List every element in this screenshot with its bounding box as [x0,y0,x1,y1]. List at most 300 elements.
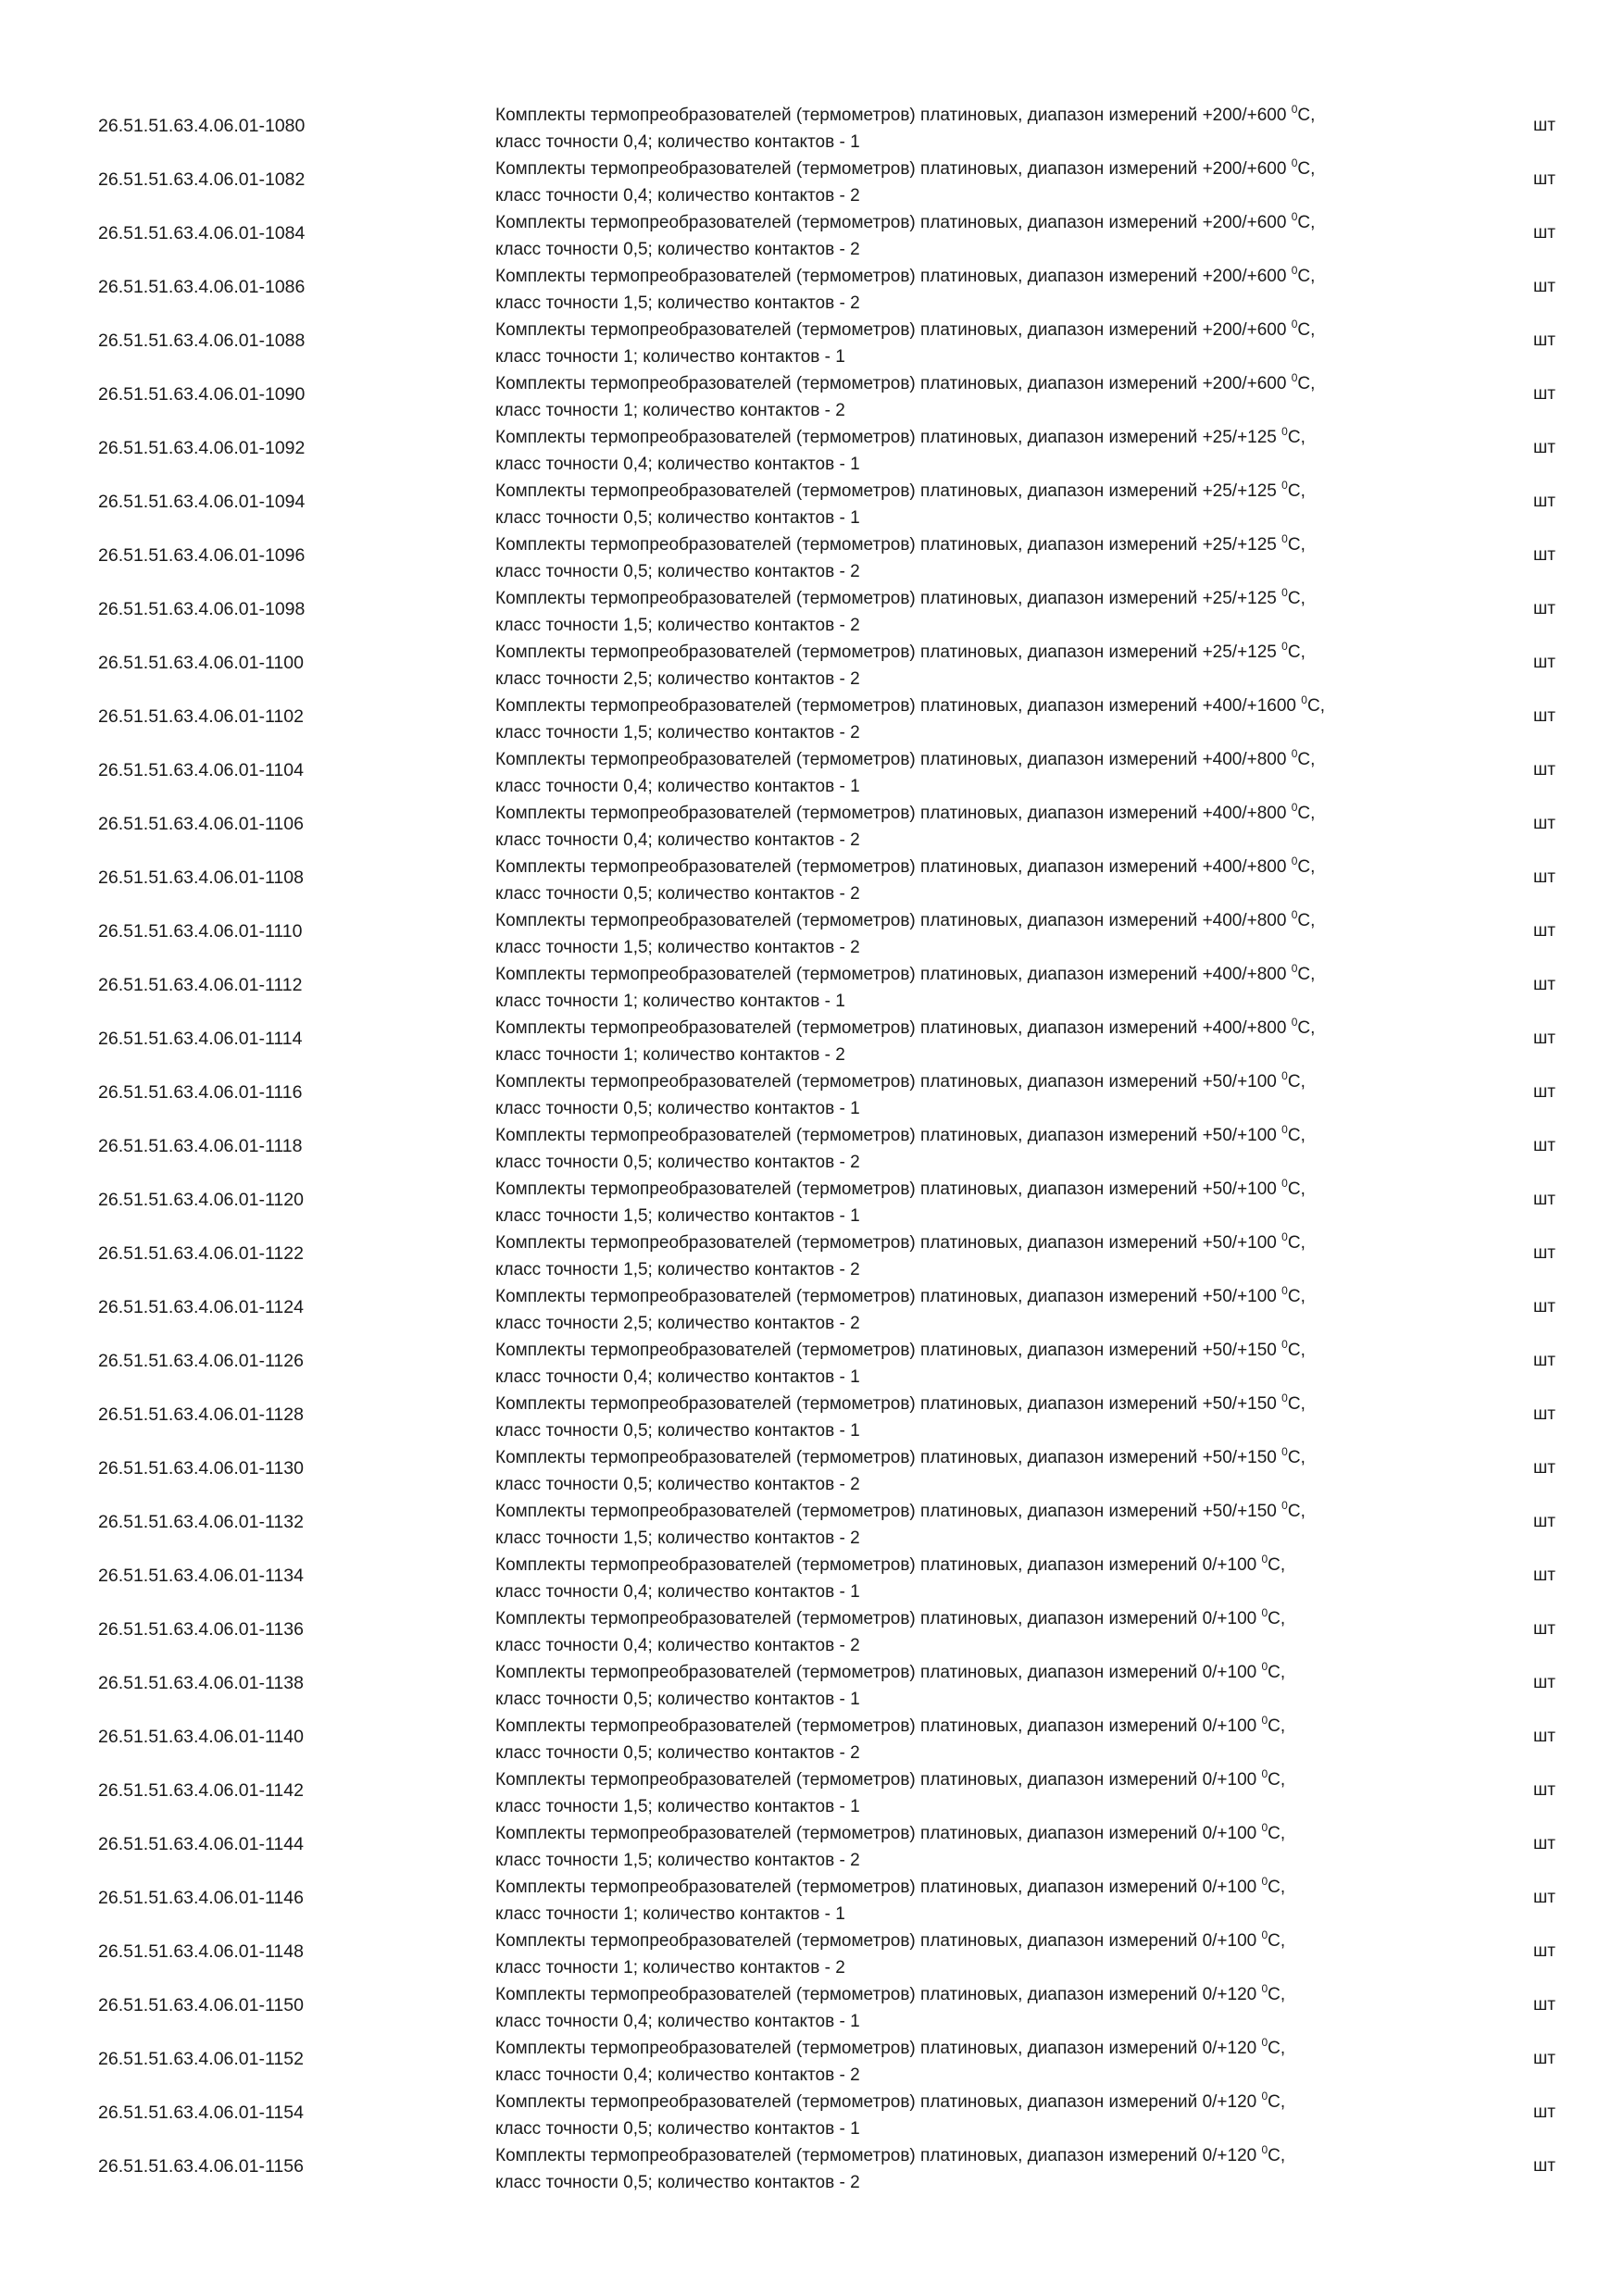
item-unit: шт [1533,331,1555,350]
table-row [0,1928,1624,1981]
table-row [0,263,1624,317]
table-row [0,370,1624,424]
description-text: Комплекты термопреобразователей (термометров) платиновых, диапазон измерений +400/+800 [495,750,1292,769]
description-line-1 [495,478,1514,505]
price-table [0,102,1624,2196]
table-row [0,1337,1624,1391]
item-code: 26.51.51.63.4.06.01-1096 [98,545,306,566]
degree-unit: С, [1268,2092,1286,2112]
table-row [0,1659,1624,1713]
item-code: 26.51.51.63.4.06.01-1102 [98,706,304,727]
degree-mark: 0 [1291,264,1298,277]
description-line-2: класс точности 0,5; количество контактов - 2 [495,1743,860,1763]
description-line-2: класс точности 0,4; количество контактов - 1 [495,1367,860,1387]
degree-mark: 0 [1261,2090,1268,2103]
description-text: Комплекты термопреобразователей (термометров) платиновых, диапазон измерений 0/+100 [495,1931,1262,1951]
item-description [495,1874,1514,1928]
description-line-2: класс точности 0,4; количество контактов - 2 [495,1636,860,1655]
item-description [495,1444,1514,1498]
item-unit: шт [1533,1458,1555,1478]
table-row [0,1229,1624,1283]
description-line-2: класс точности 1; количество контактов - 1 [495,1904,845,1924]
degree-mark: 0 [1281,1445,1288,1458]
description-text: Комплекты термопреобразователей (термометров) платиновых, диапазон измерений +400/+800 [495,804,1292,823]
item-unit: шт [1533,1082,1555,1102]
description-line-2: класс точности 1,5; количество контактов - 1 [495,1206,860,1226]
item-description [495,370,1514,424]
item-unit: шт [1533,1351,1555,1370]
item-code: 26.51.51.63.4.06.01-1112 [98,975,303,995]
item-description [495,1659,1514,1713]
degree-mark: 0 [1291,371,1298,384]
degree-unit: С, [1268,1931,1286,1951]
description-text: Комплекты термопреобразователей (термометров) платиновых, диапазон измерений +25/+125 [495,481,1282,501]
description-line-2: класс точности 2,5; количество контактов - 2 [495,669,860,689]
item-unit: шт [1533,1029,1555,1048]
degree-unit: С, [1297,374,1316,393]
item-code: 26.51.51.63.4.06.01-1100 [98,653,304,673]
degree-mark: 0 [1261,1553,1268,1566]
item-unit: шт [1533,1888,1555,1907]
degree-mark: 0 [1291,103,1298,116]
description-line-2: класс точности 1; количество контактов - 2 [495,1045,845,1065]
table-row [0,854,1624,907]
description-line-1 [495,1659,1514,1686]
degree-mark: 0 [1281,425,1288,438]
item-description [495,693,1514,746]
item-description [495,1605,1514,1659]
description-line-1 [495,585,1514,612]
degree-mark: 0 [1291,210,1298,223]
degree-mark: 0 [1281,1499,1288,1512]
description-line-1 [495,639,1514,666]
description-line-1 [495,1981,1514,2008]
degree-mark: 0 [1301,693,1307,706]
degree-mark: 0 [1291,908,1298,921]
table-row [0,209,1624,263]
description-line-2: класс точности 0,4; количество контактов - 2 [495,186,860,206]
item-unit: шт [1533,545,1555,565]
description-text: Комплекты термопреобразователей (термометров) платиновых, диапазон измерений +50/+100 [495,1126,1282,1145]
item-code: 26.51.51.63.4.06.01-1148 [98,1941,304,1962]
item-code: 26.51.51.63.4.06.01-1114 [98,1029,303,1049]
description-line-2: класс точности 1; количество контактов - 1 [495,992,845,1011]
description-line-1 [495,424,1514,451]
degree-unit: С, [1268,1609,1286,1628]
item-unit: шт [1533,1834,1555,1853]
description-text: Комплекты термопреобразователей (термометров) платиновых, диапазон измерений +400/+800 [495,1018,1292,1038]
degree-unit: С, [1287,589,1305,608]
degree-unit: С, [1297,159,1316,179]
degree-mark: 0 [1261,2036,1268,2049]
degree-unit: С, [1287,428,1305,447]
description-line-1 [495,2089,1514,2115]
description-line-1 [495,907,1514,934]
degree-mark: 0 [1281,1069,1288,1082]
degree-unit: С, [1287,1126,1305,1145]
description-line-1 [495,209,1514,236]
item-description [495,907,1514,961]
description-line-2: класс точности 0,4; количество контактов - 1 [495,777,860,796]
description-line-1 [495,531,1514,558]
item-description [495,854,1514,907]
degree-mark: 0 [1281,1123,1288,1136]
item-unit: шт [1533,492,1555,511]
item-code: 26.51.51.63.4.06.01-1154 [98,2103,304,2123]
description-line-2: класс точности 0,4; количество контактов - 1 [495,132,860,152]
item-code: 26.51.51.63.4.06.01-1126 [98,1351,304,1371]
description-text: Комплекты термопреобразователей (термометров) платиновых, диапазон измерений +50/+100 [495,1233,1282,1253]
item-unit: шт [1533,1941,1555,1961]
item-code: 26.51.51.63.4.06.01-1088 [98,331,306,351]
description-line-1 [495,854,1514,880]
description-text: Комплекты термопреобразователей (термометров) платиновых, диапазон измерений +50/+150 [495,1502,1282,1521]
description-text: Комплекты термопреобразователей (термометров) платиновых, диапазон измерений +25/+125 [495,535,1282,555]
item-description [495,1176,1514,1229]
degree-mark: 0 [1291,855,1298,867]
degree-unit: С, [1268,1770,1286,1790]
item-code: 26.51.51.63.4.06.01-1136 [98,1619,304,1640]
item-unit: шт [1533,2049,1555,2068]
description-line-1 [495,2142,1514,2169]
item-code: 26.51.51.63.4.06.01-1128 [98,1404,304,1425]
degree-unit: С, [1297,965,1316,984]
table-row [0,1766,1624,1820]
item-code: 26.51.51.63.4.06.01-1140 [98,1727,304,1747]
table-row [0,961,1624,1015]
description-line-2: класс точности 0,5; количество контактов - 2 [495,240,860,259]
item-code: 26.51.51.63.4.06.01-1104 [98,760,304,780]
description-text: Комплекты термопреобразователей (термометров) платиновых, диапазон измерений +400/+800 [495,965,1292,984]
item-description [495,1015,1514,1068]
degree-mark: 0 [1281,586,1288,599]
item-unit: шт [1533,1780,1555,1800]
description-text: Комплекты термопреобразователей (термометров) платиновых, диапазон измерений 0/+100 [495,1770,1262,1790]
description-line-1 [495,102,1514,129]
table-row [0,1605,1624,1659]
degree-mark: 0 [1261,1660,1268,1673]
description-line-2: класс точности 1,5; количество контактов - 2 [495,1260,860,1279]
description-line-2: класс точности 0,4; количество контактов - 2 [495,2065,860,2085]
description-line-2: класс точности 0,5; количество контактов - 2 [495,884,860,904]
item-description [495,478,1514,531]
table-row [0,478,1624,531]
degree-unit: С, [1297,857,1316,877]
table-row [0,2142,1624,2196]
description-line-2: класс точности 1,5; количество контактов - 2 [495,1529,860,1548]
description-line-1 [495,1874,1514,1901]
table-row [0,693,1624,746]
item-description [495,585,1514,639]
item-code: 26.51.51.63.4.06.01-1138 [98,1673,304,1693]
degree-unit: С, [1287,1341,1305,1360]
degree-mark: 0 [1261,1821,1268,1834]
description-text: Комплекты термопреобразователей (термометров) платиновых, диапазон измерений 0/+120 [495,2092,1262,2112]
degree-mark: 0 [1261,1606,1268,1619]
degree-unit: С, [1268,1878,1286,1897]
description-text: Комплекты термопреобразователей (термометров) платиновых, диапазон измерений +200/+600 [495,267,1292,286]
table-row [0,907,1624,961]
degree-mark: 0 [1261,1982,1268,1995]
degree-unit: С, [1287,1179,1305,1199]
description-line-1 [495,1444,1514,1471]
table-row [0,102,1624,156]
item-unit: шт [1533,814,1555,833]
degree-unit: С, [1297,213,1316,232]
description-line-1 [495,961,1514,988]
degree-unit: С, [1297,106,1316,125]
degree-mark: 0 [1291,156,1298,169]
item-code: 26.51.51.63.4.06.01-1120 [98,1190,304,1210]
degree-unit: С, [1268,1663,1286,1682]
degree-unit: С, [1297,1018,1316,1038]
item-code: 26.51.51.63.4.06.01-1090 [98,384,306,405]
item-unit: шт [1533,706,1555,726]
description-text: Комплекты термопреобразователей (термометров) платиновых, диапазон измерений +400/+800 [495,857,1292,877]
item-unit: шт [1533,921,1555,941]
description-line-1 [495,317,1514,343]
description-line-1 [495,1928,1514,1954]
item-description [495,746,1514,800]
degree-mark: 0 [1261,1875,1268,1888]
item-unit: шт [1533,277,1555,296]
degree-mark: 0 [1281,1177,1288,1190]
item-unit: шт [1533,1995,1555,2015]
item-description [495,102,1514,156]
degree-mark: 0 [1291,318,1298,331]
item-code: 26.51.51.63.4.06.01-1122 [98,1243,304,1264]
description-line-1 [495,1122,1514,1149]
description-line-1 [495,800,1514,827]
item-unit: шт [1533,2156,1555,2176]
item-code: 26.51.51.63.4.06.01-1132 [98,1512,304,1532]
description-line-2: класс точности 0,4; количество контактов - 1 [495,455,860,474]
item-code: 26.51.51.63.4.06.01-1092 [98,438,306,458]
description-line-2: класс точности 0,5; количество контактов - 2 [495,562,860,581]
item-code: 26.51.51.63.4.06.01-1134 [98,1566,304,1586]
table-row [0,424,1624,478]
description-text: Комплекты термопреобразователей (термометров) платиновых, диапазон измерений +200/+600 [495,213,1292,232]
description-line-2: класс точности 1,5; количество контактов - 2 [495,616,860,635]
item-code: 26.51.51.63.4.06.01-1106 [98,814,304,834]
degree-unit: С, [1287,1233,1305,1253]
description-text: Комплекты термопреобразователей (термометров) платиновых, диапазон измерений +200/+600 [495,159,1292,179]
degree-unit: С, [1287,481,1305,501]
description-line-2: класс точности 0,5; количество контактов - 1 [495,1421,860,1441]
item-unit: шт [1533,975,1555,994]
degree-mark: 0 [1291,801,1298,814]
description-line-2: класс точности 1; количество контактов - 1 [495,347,845,367]
table-row [0,639,1624,693]
item-code: 26.51.51.63.4.06.01-1084 [98,223,306,243]
item-description [495,317,1514,370]
item-code: 26.51.51.63.4.06.01-1080 [98,116,306,136]
description-text: Комплекты термопреобразователей (термометров) платиновых, диапазон измерений 0/+100 [495,1555,1262,1575]
degree-unit: С, [1306,696,1325,716]
table-row [0,2089,1624,2142]
item-unit: шт [1533,867,1555,887]
description-line-1 [495,693,1514,719]
description-text: Комплекты термопреобразователей (термометров) платиновых, диапазон измерений +50/+100 [495,1072,1282,1092]
item-description [495,2035,1514,2089]
description-line-1 [495,1176,1514,1203]
table-row [0,1283,1624,1337]
table-row [0,1820,1624,1874]
description-text: Комплекты термопреобразователей (термометров) платиновых, диапазон измерений +200/+600 [495,320,1292,340]
description-line-2: класс точности 0,4; количество контактов - 2 [495,830,860,850]
description-text: Комплекты термопреобразователей (термометров) платиновых, диапазон измерений +25/+125 [495,428,1282,447]
degree-mark: 0 [1291,1016,1298,1029]
item-code: 26.51.51.63.4.06.01-1150 [98,1995,304,2015]
degree-unit: С, [1268,2039,1286,2058]
item-unit: шт [1533,1673,1555,1692]
item-code: 26.51.51.63.4.06.01-1116 [98,1082,303,1103]
description-line-2: класс точности 1,5; количество контактов - 2 [495,938,860,957]
item-code: 26.51.51.63.4.06.01-1146 [98,1888,304,1908]
degree-unit: С, [1268,1824,1286,1843]
item-description [495,263,1514,317]
item-description [495,1122,1514,1176]
description-text: Комплекты термопреобразователей (термометров) платиновых, диапазон измерений +25/+125 [495,589,1282,608]
description-text: Комплекты термопреобразователей (термометров) платиновых, диапазон измерений 0/+100 [495,1878,1262,1897]
degree-unit: С, [1287,1448,1305,1467]
description-line-2: класс точности 1,5; количество контактов - 2 [495,293,860,313]
table-row [0,317,1624,370]
item-unit: шт [1533,1727,1555,1746]
item-description [495,1928,1514,1981]
description-text: Комплекты термопреобразователей (термометров) платиновых, диапазон измерений 0/+120 [495,1985,1262,2004]
description-line-1 [495,1605,1514,1632]
description-line-2: класс точности 1,5; количество контактов - 2 [495,1851,860,1870]
table-row [0,746,1624,800]
degree-unit: С, [1287,1502,1305,1521]
description-line-1 [495,156,1514,182]
description-line-1 [495,1820,1514,1847]
description-line-2: класс точности 0,4; количество контактов - 1 [495,1582,860,1602]
degree-mark: 0 [1281,479,1288,492]
description-text: Комплекты термопреобразователей (термометров) платиновых, диапазон измерений 0/+100 [495,1824,1262,1843]
table-row [0,1444,1624,1498]
item-description [495,531,1514,585]
description-text: Комплекты термопреобразователей (термометров) платиновых, диапазон измерений +50/+150 [495,1341,1282,1360]
description-text: Комплекты термопреобразователей (термометров) платиновых, диапазон измерений +25/+125 [495,643,1282,662]
description-line-2: класс точности 0,5; количество контактов - 2 [495,2173,860,2192]
description-line-1 [495,1337,1514,1364]
description-text: Комплекты термопреобразователей (термометров) платиновых, диапазон измерений 0/+120 [495,2146,1262,2165]
degree-mark: 0 [1281,532,1288,545]
description-line-2: класс точности 1,5; количество контактов - 1 [495,1797,860,1816]
description-line-2: класс точности 1; количество контактов - 2 [495,1958,845,1978]
table-row [0,585,1624,639]
item-description [495,800,1514,854]
item-unit: шт [1533,438,1555,457]
item-description [495,961,1514,1015]
degree-unit: С, [1297,750,1316,769]
item-unit: шт [1533,223,1555,243]
item-unit: шт [1533,2103,1555,2122]
table-row [0,1498,1624,1552]
description-text: Комплекты термопреобразователей (термометров) платиновых, диапазон измерений +400/+800 [495,911,1292,930]
item-code: 26.51.51.63.4.06.01-1108 [98,867,304,888]
degree-mark: 0 [1281,1284,1288,1297]
description-line-2: класс точности 0,5; количество контактов - 2 [495,1475,860,1494]
degree-unit: С, [1297,911,1316,930]
item-description [495,1229,1514,1283]
item-description [495,1552,1514,1605]
item-description [495,2142,1514,2196]
item-description [495,639,1514,693]
description-line-1 [495,1015,1514,1042]
item-unit: шт [1533,760,1555,780]
degree-unit: С, [1297,267,1316,286]
item-unit: шт [1533,1243,1555,1263]
degree-unit: С, [1287,1287,1305,1306]
description-text: Комплекты термопреобразователей (термометров) платиновых, диапазон измерений +200/+600 [495,374,1292,393]
description-line-1 [495,1283,1514,1310]
item-description [495,1068,1514,1122]
table-row [0,1122,1624,1176]
description-text: Комплекты термопреобразователей (термометров) платиновых, диапазон измерений +50/+100 [495,1179,1282,1199]
table-row [0,1176,1624,1229]
description-line-2: класс точности 0,5; количество контактов - 1 [495,1099,860,1118]
description-line-1 [495,263,1514,290]
description-text: Комплекты термопреобразователей (термометров) платиновых, диапазон измерений +50/+150 [495,1448,1282,1467]
description-line-2: класс точности 2,5; количество контактов - 2 [495,1314,860,1333]
description-line-1 [495,370,1514,397]
item-unit: шт [1533,1136,1555,1155]
table-row [0,2035,1624,2089]
degree-mark: 0 [1261,1767,1268,1780]
degree-unit: С, [1268,2146,1286,2165]
description-line-2: класс точности 0,4; количество контактов - 1 [495,2012,860,2031]
degree-unit: С, [1268,1555,1286,1575]
description-line-1 [495,1391,1514,1417]
item-code: 26.51.51.63.4.06.01-1086 [98,277,306,297]
item-description [495,1391,1514,1444]
description-line-2: класс точности 0,5; количество контактов - 2 [495,1153,860,1172]
table-row [0,1981,1624,2035]
item-unit: шт [1533,599,1555,618]
item-description [495,1713,1514,1766]
item-code: 26.51.51.63.4.06.01-1144 [98,1834,304,1854]
item-description [495,1981,1514,2035]
item-description [495,209,1514,263]
description-text: Комплекты термопреобразователей (термометров) платиновых, диапазон измерений 0/+100 [495,1609,1262,1628]
description-line-1 [495,1713,1514,1740]
degree-mark: 0 [1281,1338,1288,1351]
degree-unit: С, [1268,1985,1286,2004]
description-line-2: класс точности 1; количество контактов - 2 [495,401,845,420]
item-description [495,1766,1514,1820]
description-text: Комплекты термопреобразователей (термометров) платиновых, диапазон измерений 0/+120 [495,2039,1262,2058]
item-code: 26.51.51.63.4.06.01-1118 [98,1136,303,1156]
description-line-1 [495,1229,1514,1256]
item-unit: шт [1533,384,1555,404]
item-description [495,1283,1514,1337]
description-line-1 [495,2035,1514,2062]
degree-mark: 0 [1281,1391,1288,1404]
table-row [0,800,1624,854]
item-unit: шт [1533,1619,1555,1639]
description-line-2: класс точности 0,5; количество контактов - 1 [495,2119,860,2139]
description-text: Комплекты термопреобразователей (термометров) платиновых, диапазон измерений 0/+100 [495,1663,1262,1682]
description-line-1 [495,1068,1514,1095]
degree-mark: 0 [1291,962,1298,975]
degree-unit: С, [1268,1716,1286,1736]
description-text: Комплекты термопреобразователей (термометров) платиновых, диапазон измерений +50/+100 [495,1287,1282,1306]
degree-mark: 0 [1281,1230,1288,1243]
degree-mark: 0 [1261,1928,1268,1941]
